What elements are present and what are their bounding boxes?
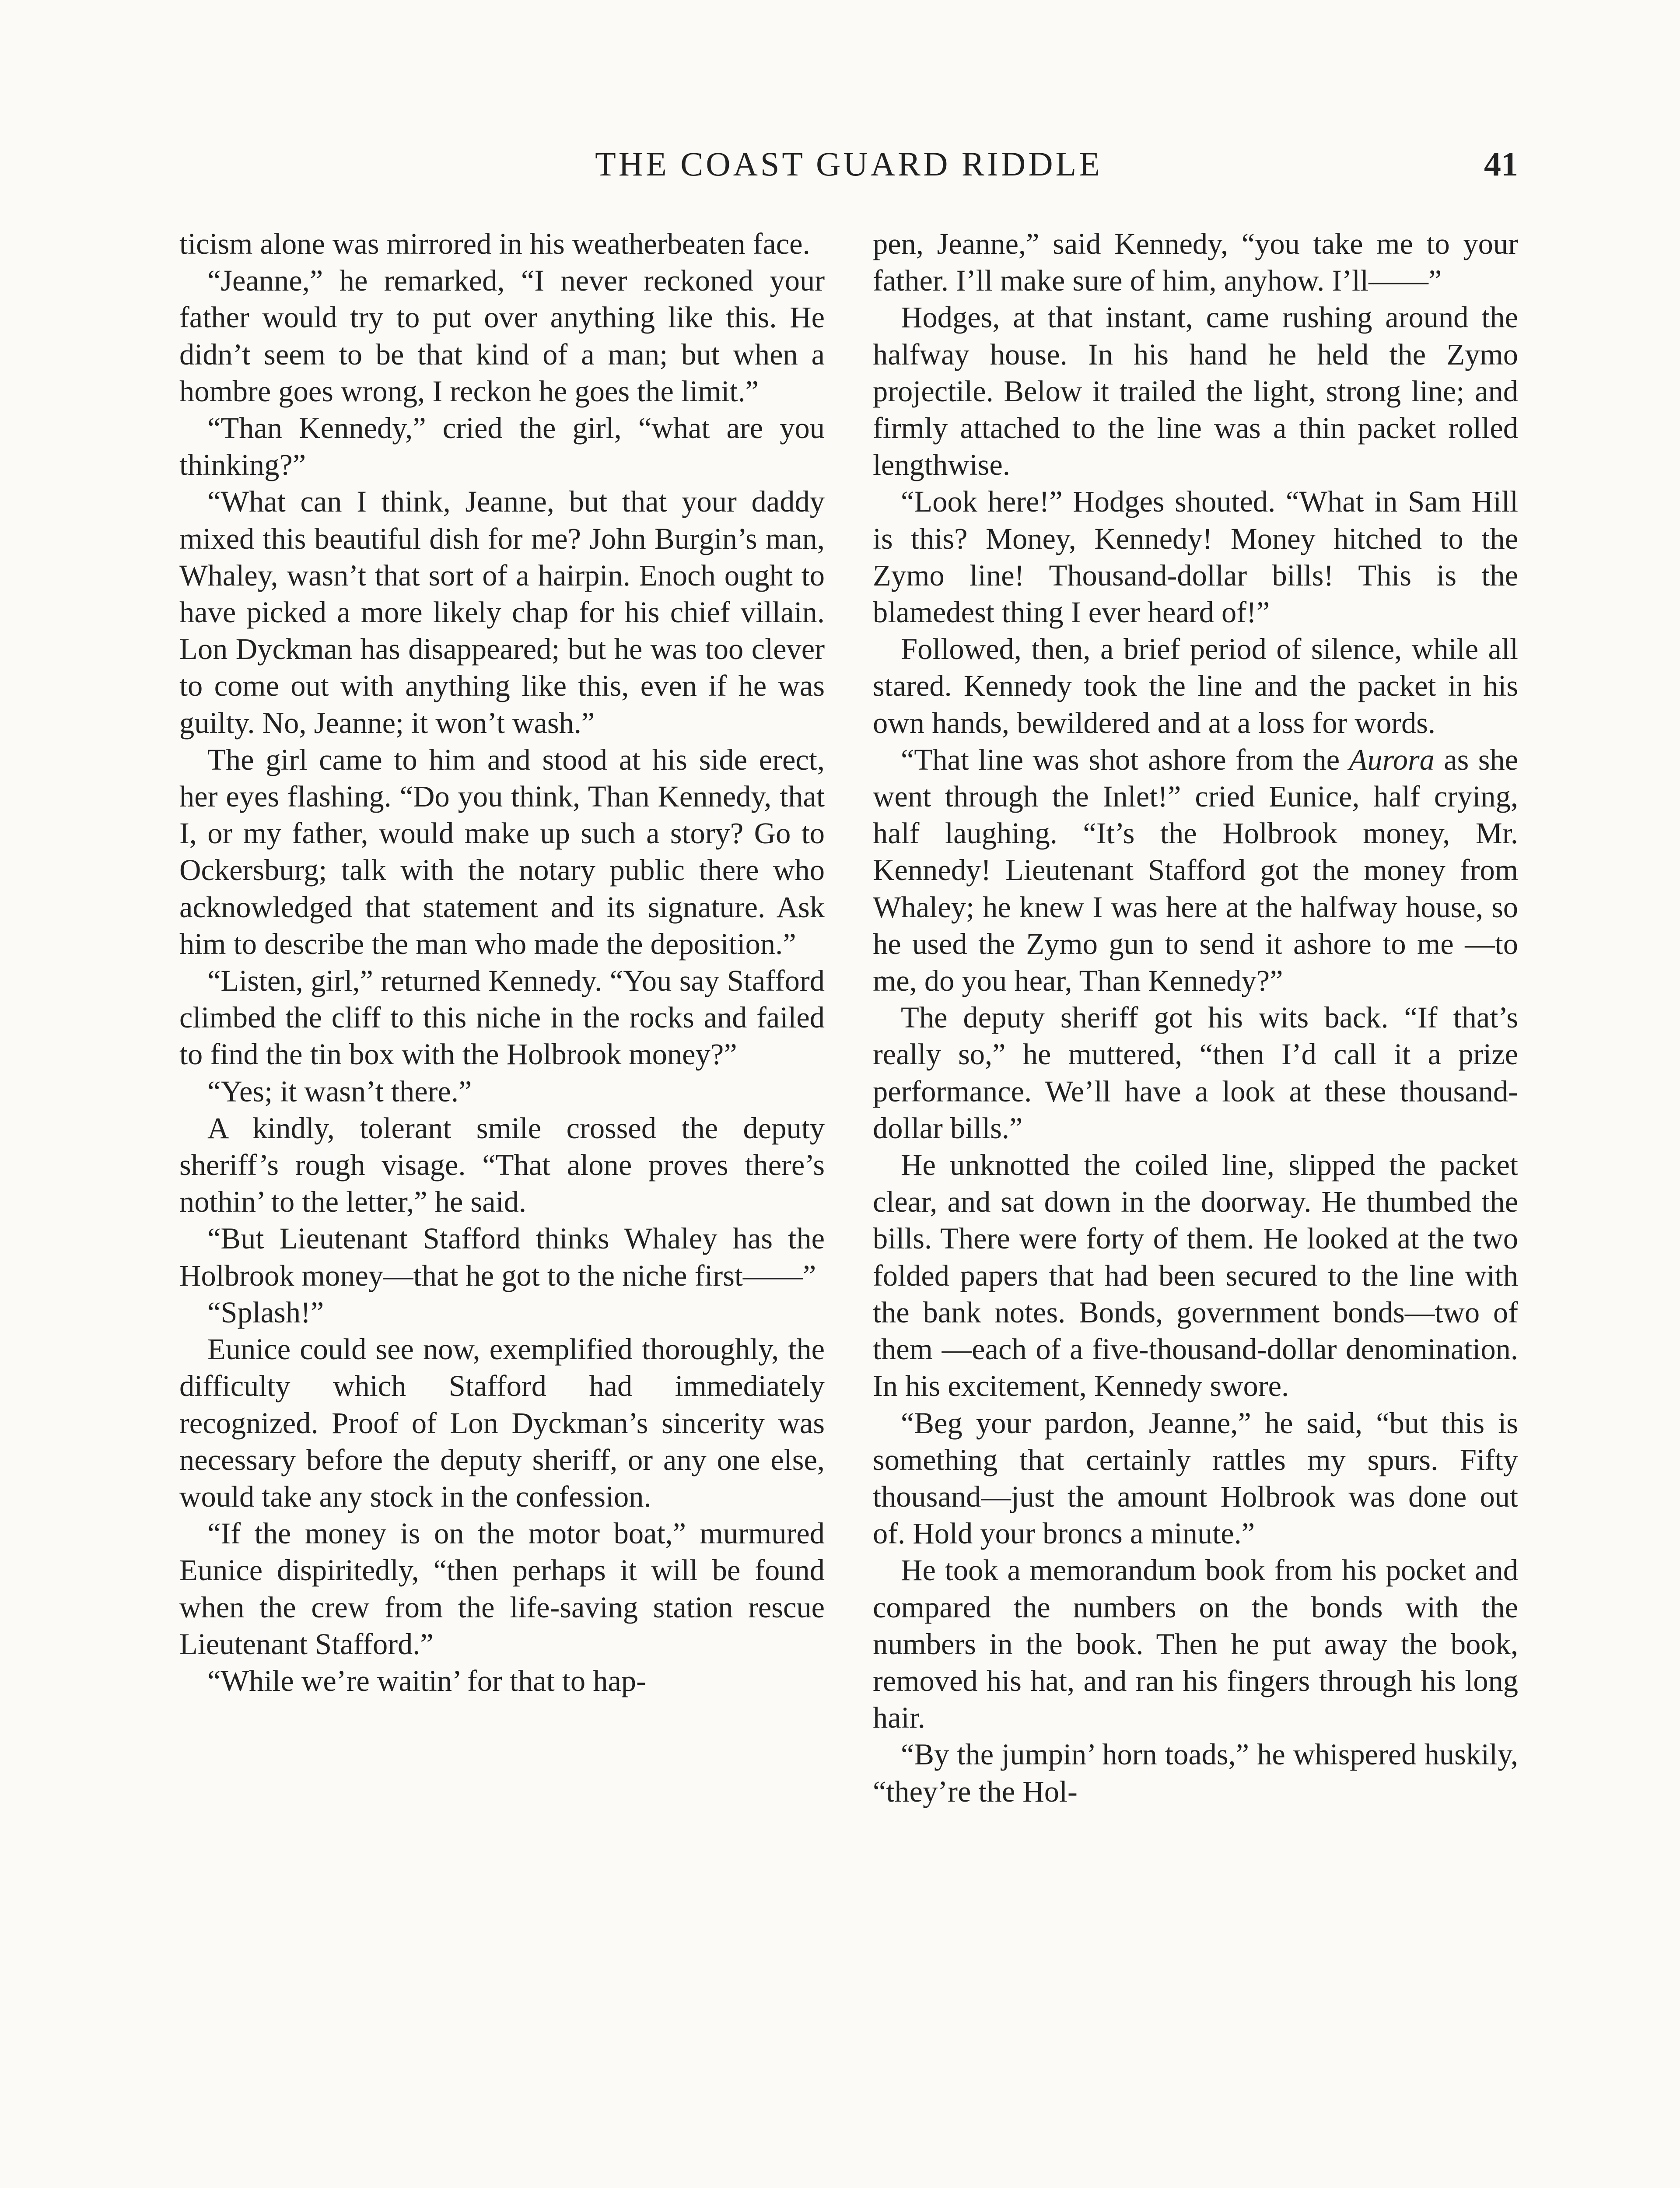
paragraph: ticism alone was mirrored in his weatherbeaten face. xyxy=(179,227,810,260)
left-column xyxy=(179,225,825,2188)
paragraph: “Than Kennedy,” cried the girl, “what are you thinking?” xyxy=(179,411,825,482)
paragraph: A kindly, tolerant smile crossed the deputy sheriff’s rough visage. “That alone proves there’s nothin’ to the letter,” he said. xyxy=(179,1111,825,1219)
paragraph: Eunice could see now, exemplified thoroughly, the difficulty which Stafford had immediately recognized. Proof of Lon Dyckman’s sincerity was necessary before the deputy sheriff, or any one else, would take any stock in the confession. xyxy=(179,1332,825,1513)
paragraph: “While we’re waitin’ for that to hap- xyxy=(207,1664,646,1697)
paragraph: “By the jumpin’ horn toads,” he whispered huskily, “they’re the Hol- xyxy=(873,1738,1518,1808)
paragraph: He unknotted the coiled line, slipped the packet clear, and sat down in the doorway. He thumbed the bills. There were forty of them. He looked at the two folded papers that had been secured to the line with the bank notes. Bonds, government bonds—two of them —each of a five-thousand-dollar denomination. In his excitement, Kennedy swore. xyxy=(873,1148,1518,1403)
paragraph: “If the money is on the motor boat,” murmured Eunice dispiritedly, “then perhaps it will be found when the crew from the life-saving station rescue Lieutenant Stafford.” xyxy=(179,1517,825,1661)
paragraph: “Splash!” xyxy=(207,1295,324,1329)
text-columns xyxy=(179,225,1518,2188)
paragraph: “What can I think, Jeanne, but that your daddy mixed this beautiful dish for me? John Burgin’s man, Whaley, wasn’t that sort of a hairpin. Enoch ought to have picked a more likely chap for his chief villain. Lon Dyckman has disappeared; but he was too clever to come out with anything like this, even if he was guilty. No, Jeanne; it won’t wash.” xyxy=(179,485,825,740)
paragraph: pen, Jeanne,” said Kennedy, “you take me to your father. I’ll make sure of him, anyhow. I’ll——” xyxy=(873,227,1518,298)
paragraph: “But Lieutenant Stafford thinks Whaley has the Holbrook money—that he got to the niche first——” xyxy=(179,1222,825,1292)
paragraph: Followed, then, a brief period of silence, while all stared. Kennedy took the line and the packet in his own hands, bewildered and at a loss for words. xyxy=(873,632,1518,740)
paragraph: “Jeanne,” he remarked, “I never reckoned your father would try to put over anything like this. He didn’t seem to be that kind of a man; but when a hombre goes wrong, I reckon he goes the limit.” xyxy=(179,264,825,408)
paragraph-text: “That line was shot ashore from the xyxy=(901,743,1349,776)
paragraph-text: as she went through the Inlet!” cried Eunice, half crying, half laughing. “It’s the Holbrook money, Mr. Kennedy! Lieutenant Stafford got the money from Whaley; he knew I was here at the halfway house, so he used the Zymo gun to send it ashore to me —to me, do you hear, Than Kennedy?” xyxy=(873,743,1519,998)
paragraph: The girl came to him and stood at his side erect, her eyes flashing. “Do you think, Than Kennedy, that I, or my father, would make up such a story? Go to Ockersburg; talk with the notary public there who acknowledged that statement and its signature. Ask him to describe the man who made the deposition.” xyxy=(179,743,825,961)
ship-name: Aurora xyxy=(1349,743,1435,776)
paragraph: He took a memorandum book from his pocket and compared the numbers on the bonds with the numbers in the book. Then he put away the book, removed his hat, and ran his fingers through his long hair. xyxy=(873,1553,1518,1735)
right-column xyxy=(873,225,1518,2188)
paragraph: Hodges, at that instant, came rushing around the halfway house. In his hand he held the Zymo projectile. Below it trailed the light, strong line; and firmly attached to the line was a thin packet rolled lengthwise. xyxy=(873,301,1518,482)
paragraph xyxy=(873,741,1518,999)
paragraph: The deputy sheriff got his wits back. “If that’s really so,” he muttered, “then I’d call it a prize performance. We’ll have a look at these thousand-dollar bills.” xyxy=(873,1001,1518,1145)
page-header xyxy=(179,144,1518,193)
paragraph: “Yes; it wasn’t there.” xyxy=(207,1074,472,1108)
paragraph: “Look here!” Hodges shouted. “What in Sam Hill is this? Money, Kennedy! Money hitched to the Zymo line! Thousand-dollar bills! This is the blamedest thing I ever heard of!” xyxy=(873,485,1518,629)
running-title: THE COAST GUARD RIDDLE xyxy=(595,145,1102,183)
paragraph: “Beg your pardon, Jeanne,” he said, “but this is something that certainly rattles my spurs. Fifty thousand—just the amount Holbrook was done out of. Hold your broncs a minute.” xyxy=(873,1406,1518,1550)
paragraph: “Listen, girl,” returned Kennedy. “You say Stafford climbed the cliff to this niche in the rocks and failed to find the tin box with the Holbrook money?” xyxy=(179,964,825,1071)
page-number: 41 xyxy=(1484,145,1518,183)
